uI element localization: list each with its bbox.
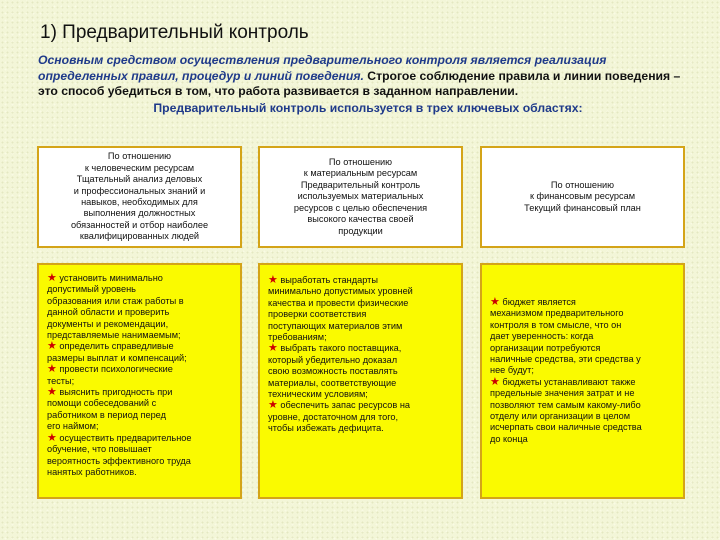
measure-line: качества и провести физические (268, 297, 409, 308)
measure-line: допустимый уровень (47, 284, 136, 295)
measure-line: его наймом; (47, 421, 99, 432)
star-icon: ★ (268, 274, 278, 286)
measure-line: помощи собеседований с (47, 398, 157, 409)
measure-line: нанятых работников. (47, 466, 137, 477)
measure-line: нее будут; (490, 365, 534, 376)
measure-line: свою возможность поставлять (268, 366, 398, 377)
measure-line: чтобы избежать дефицита. (268, 423, 384, 434)
measure-line: минимально допустимых уровней (268, 286, 413, 297)
measure-line: поступающих материалов этим (268, 320, 403, 331)
measure-line: исчерпать свои наличные средства (490, 422, 642, 433)
measure-line: уровне, достаточном для того, (268, 411, 399, 422)
measure-line: предельные значения затрат и не (490, 388, 635, 399)
measure-line: отделу или организации в целом (490, 411, 631, 422)
measure-line: ★ обеспечить запас ресурсов на (268, 399, 411, 412)
financial-resources-measures (480, 263, 685, 499)
intro-areas: Предварительный контроль используется в трех ключевых областях: (153, 100, 583, 115)
measure-line: требованиям; (268, 332, 327, 343)
header-line: Тщательный анализ деловых (76, 174, 203, 185)
human-resources-measures (37, 263, 242, 499)
measure-line: документы и рекомендации, (47, 318, 169, 329)
header-line: высокого качества своей (307, 214, 414, 225)
star-icon: ★ (47, 431, 57, 444)
header-line: ресурсов с целью обеспечения (293, 202, 428, 213)
measure-line: дает уверенность: когда (490, 331, 594, 342)
measure-line: размеры выплат и компенсаций; (47, 352, 187, 363)
measure-line: организации потребуются (490, 342, 601, 353)
measure-line: позволяют тем самым какому-либо (490, 399, 641, 410)
measure-line: ★ бюджеты устанавливают также (490, 375, 636, 388)
header-line: и профессиональных знаний и (73, 185, 206, 196)
measure-line: тесты; (47, 375, 75, 386)
star-icon: ★ (268, 342, 278, 355)
measure-line: ★ выработать стандарты (268, 274, 378, 286)
header-line: обязанностей и отбор наиболее (70, 219, 209, 230)
header-line: продукции (338, 225, 383, 236)
star-icon: ★ (47, 340, 57, 353)
measure-line: ★ выяснить пригодность при (47, 386, 173, 399)
header-line: По отношению (107, 151, 172, 162)
human-resources-header (37, 146, 242, 248)
intro-strict: Строгое соблюдение правила и линии поведения – это способ убедиться в том, что работа развивается в заданном направлении. (38, 68, 681, 98)
header-line: квалифицированных людей (79, 231, 200, 242)
measure-line: представляемые нанимаемым; (47, 330, 181, 341)
measure-line: ★ осуществить предварительное (47, 431, 192, 444)
intro-italic: Основным средством осуществления предварительного контроля является реализация определенных правил, процедур и линий поведения. (38, 53, 607, 83)
header-line: навыков, необходимых для (81, 197, 198, 207)
measure-line: вероятность эффективного труда (47, 455, 191, 466)
header-line: выполнения должностных (83, 208, 196, 219)
star-icon: ★ (268, 399, 278, 412)
measure-line: образования или стаж работы в (47, 295, 184, 306)
header-line: По отношению (328, 157, 393, 168)
material-resources-measures (258, 263, 463, 499)
header-line: к человеческим ресурсам (84, 162, 195, 173)
measure-line: ★ установить минимально (47, 272, 163, 284)
measure-line: обучение, что повышает (47, 444, 152, 455)
header-line: Текущий финансовый план (524, 202, 641, 213)
measure-line: материалы, соответствующие (268, 377, 397, 388)
measure-line: ★ выбрать такого поставщика, (268, 342, 402, 355)
star-icon: ★ (490, 296, 500, 308)
star-icon: ★ (47, 386, 57, 399)
measure-line: контроля в том смысле, что он (490, 319, 622, 330)
measure-line: который убедительно доказал (268, 354, 398, 365)
page-title: 1) Предварительный контроль (40, 22, 309, 43)
header-line: к финансовым ресурсам (529, 191, 636, 202)
measure-line: наличные средства, эти средства у (490, 354, 641, 365)
financial-resources-header (480, 146, 685, 248)
header-line: Предварительный контроль (300, 179, 421, 190)
star-icon: ★ (47, 363, 57, 376)
measure-line: до конца (490, 433, 528, 444)
material-resources-header (258, 146, 463, 248)
star-icon: ★ (490, 375, 500, 388)
measure-line: ★ определить справедливые (47, 340, 174, 353)
intro-paragraph (38, 53, 698, 116)
measure-line: проверки соответствия (268, 309, 367, 320)
header-line: к материальным ресурсам (303, 168, 418, 179)
measure-line: ★ бюджет является (490, 296, 576, 308)
star-icon: ★ (47, 272, 57, 284)
measure-line: техническим условиям; (268, 389, 368, 400)
measure-line: ★ провести психологические (47, 363, 173, 376)
measure-line: работником в период перед (47, 409, 166, 420)
measure-line: данной области и проверить (47, 307, 170, 318)
measure-line: механизмом предварительного (490, 308, 624, 319)
header-line: используемых материальных (297, 191, 424, 202)
header-line: По отношению (550, 179, 615, 190)
